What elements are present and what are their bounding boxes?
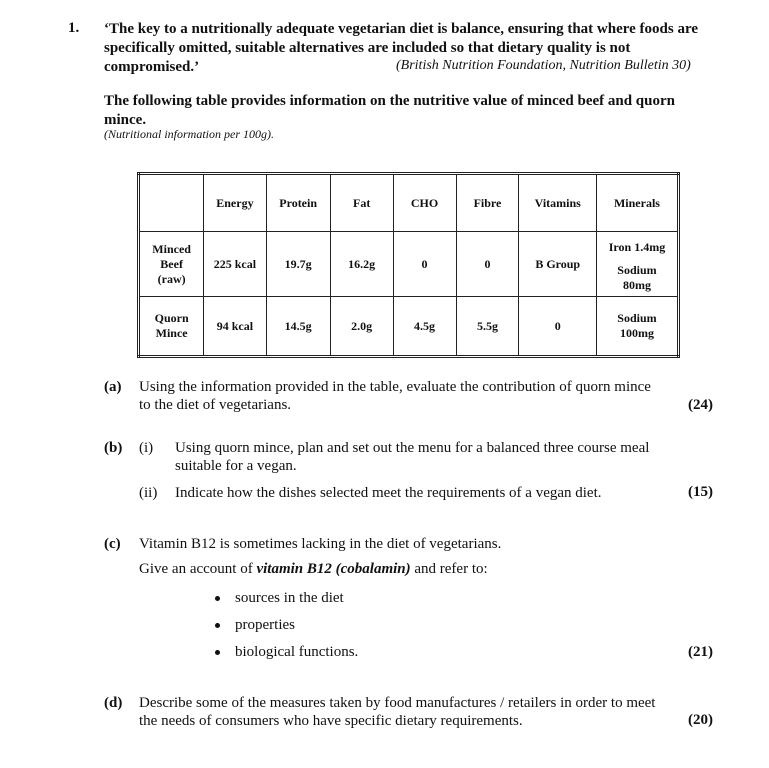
part-b-i-label: (i) bbox=[139, 440, 154, 456]
mineral-line: Sodium bbox=[617, 262, 657, 277]
cell-protein: 14.5g bbox=[266, 297, 330, 357]
part-c-line2-post: and refer to: bbox=[410, 561, 488, 577]
header-empty bbox=[139, 174, 204, 232]
part-b-i-line1: Using quorn mince, plan and set out the menu for a balanced three course meal bbox=[175, 440, 650, 456]
label-line: (raw) bbox=[157, 271, 186, 286]
mineral-line: 80mg bbox=[622, 277, 651, 292]
label-line: Quorn bbox=[154, 311, 189, 325]
cell-minerals bbox=[596, 232, 678, 297]
label-line: Minced bbox=[152, 241, 191, 256]
mineral-line: Sodium bbox=[617, 311, 657, 325]
bullet-icon bbox=[215, 650, 220, 655]
table-header-row bbox=[139, 174, 679, 232]
cell-cho: 0 bbox=[393, 232, 456, 297]
part-b-marks: (15) bbox=[688, 484, 713, 500]
row-label-minced-beef bbox=[139, 232, 204, 297]
mineral-line: 100mg bbox=[619, 326, 654, 340]
part-c-label: (c) bbox=[104, 536, 121, 552]
bullet-icon bbox=[215, 623, 220, 628]
part-d-marks: (20) bbox=[688, 712, 713, 728]
nutrition-table bbox=[137, 172, 680, 358]
part-c-line2 bbox=[139, 560, 488, 578]
table-row bbox=[139, 232, 679, 297]
label-line: Mince bbox=[155, 326, 188, 340]
part-a-marks: (24) bbox=[688, 397, 713, 413]
table-intro: The following table provides information on the nutritive value of minced beef and quorn mince. bbox=[104, 93, 675, 128]
bullet-icon bbox=[215, 596, 220, 601]
quote-text: ‘The key to a nutritionally adequate vegetarian diet is balance, ensuring that where foods are specifically omitted, suitable alternatives are included so that dietary quality is not compromised.’ bbox=[104, 21, 699, 75]
cell-energy: 94 kcal bbox=[204, 297, 266, 357]
question-number: 1. bbox=[68, 20, 80, 36]
part-a-line2: to the diet of vegetarians. bbox=[139, 397, 292, 413]
part-b-ii-label: (ii) bbox=[139, 485, 158, 501]
mineral-line: Iron 1.4mg bbox=[608, 239, 666, 254]
cell-protein: 19.7g bbox=[266, 232, 330, 297]
part-a-label: (a) bbox=[104, 379, 122, 395]
cell-energy: 225 kcal bbox=[204, 232, 266, 297]
cell-fat: 2.0g bbox=[330, 297, 393, 357]
cell-fibre: 5.5g bbox=[456, 297, 519, 357]
cell-fat: 16.2g bbox=[330, 232, 393, 297]
part-c-line2-pre: Give an account of bbox=[139, 561, 257, 577]
header-protein: Protein bbox=[266, 174, 330, 232]
cell-fibre: 0 bbox=[456, 232, 519, 297]
part-c-marks: (21) bbox=[688, 644, 713, 660]
cell-minerals bbox=[596, 297, 678, 357]
header-cho: CHO bbox=[393, 174, 456, 232]
header-energy: Energy bbox=[204, 174, 266, 232]
table-row bbox=[139, 297, 679, 357]
cell-vitamins: 0 bbox=[519, 297, 596, 357]
part-c-line2-emphasis: vitamin B12 (cobalamin) bbox=[256, 561, 411, 577]
part-c-bullet: properties bbox=[235, 617, 295, 633]
part-c-bullet: biological functions. bbox=[235, 644, 359, 660]
part-b-label: (b) bbox=[104, 440, 123, 456]
header-fat: Fat bbox=[330, 174, 393, 232]
cell-cho: 4.5g bbox=[393, 297, 456, 357]
part-c-bullet: sources in the diet bbox=[235, 590, 344, 606]
part-d-label: (d) bbox=[104, 695, 123, 711]
part-b-i-line2: suitable for a vegan. bbox=[175, 458, 297, 474]
header-fibre: Fibre bbox=[456, 174, 519, 232]
row-label-quorn-mince bbox=[139, 297, 204, 357]
part-c-line1: Vitamin B12 is sometimes lacking in the diet of vegetarians. bbox=[139, 536, 502, 552]
header-minerals: Minerals bbox=[596, 174, 678, 232]
cell-vitamins: B Group bbox=[519, 232, 596, 297]
part-d-line2: the needs of consumers who have specific dietary requirements. bbox=[139, 713, 523, 729]
quote-source: (British Nutrition Foundation, Nutrition Bulletin 30) bbox=[396, 58, 691, 73]
part-d-line1: Describe some of the measures taken by food manufactures / retailers in order to meet bbox=[139, 695, 656, 711]
label-line: Beef bbox=[160, 256, 183, 271]
part-a-line1: Using the information provided in the table, evaluate the contribution of quorn mince bbox=[139, 379, 651, 395]
table-intro-note: (Nutritional information per 100g). bbox=[104, 127, 275, 141]
part-b-ii-text: Indicate how the dishes selected meet the requirements of a vegan diet. bbox=[175, 485, 602, 501]
header-vitamins: Vitamins bbox=[519, 174, 596, 232]
